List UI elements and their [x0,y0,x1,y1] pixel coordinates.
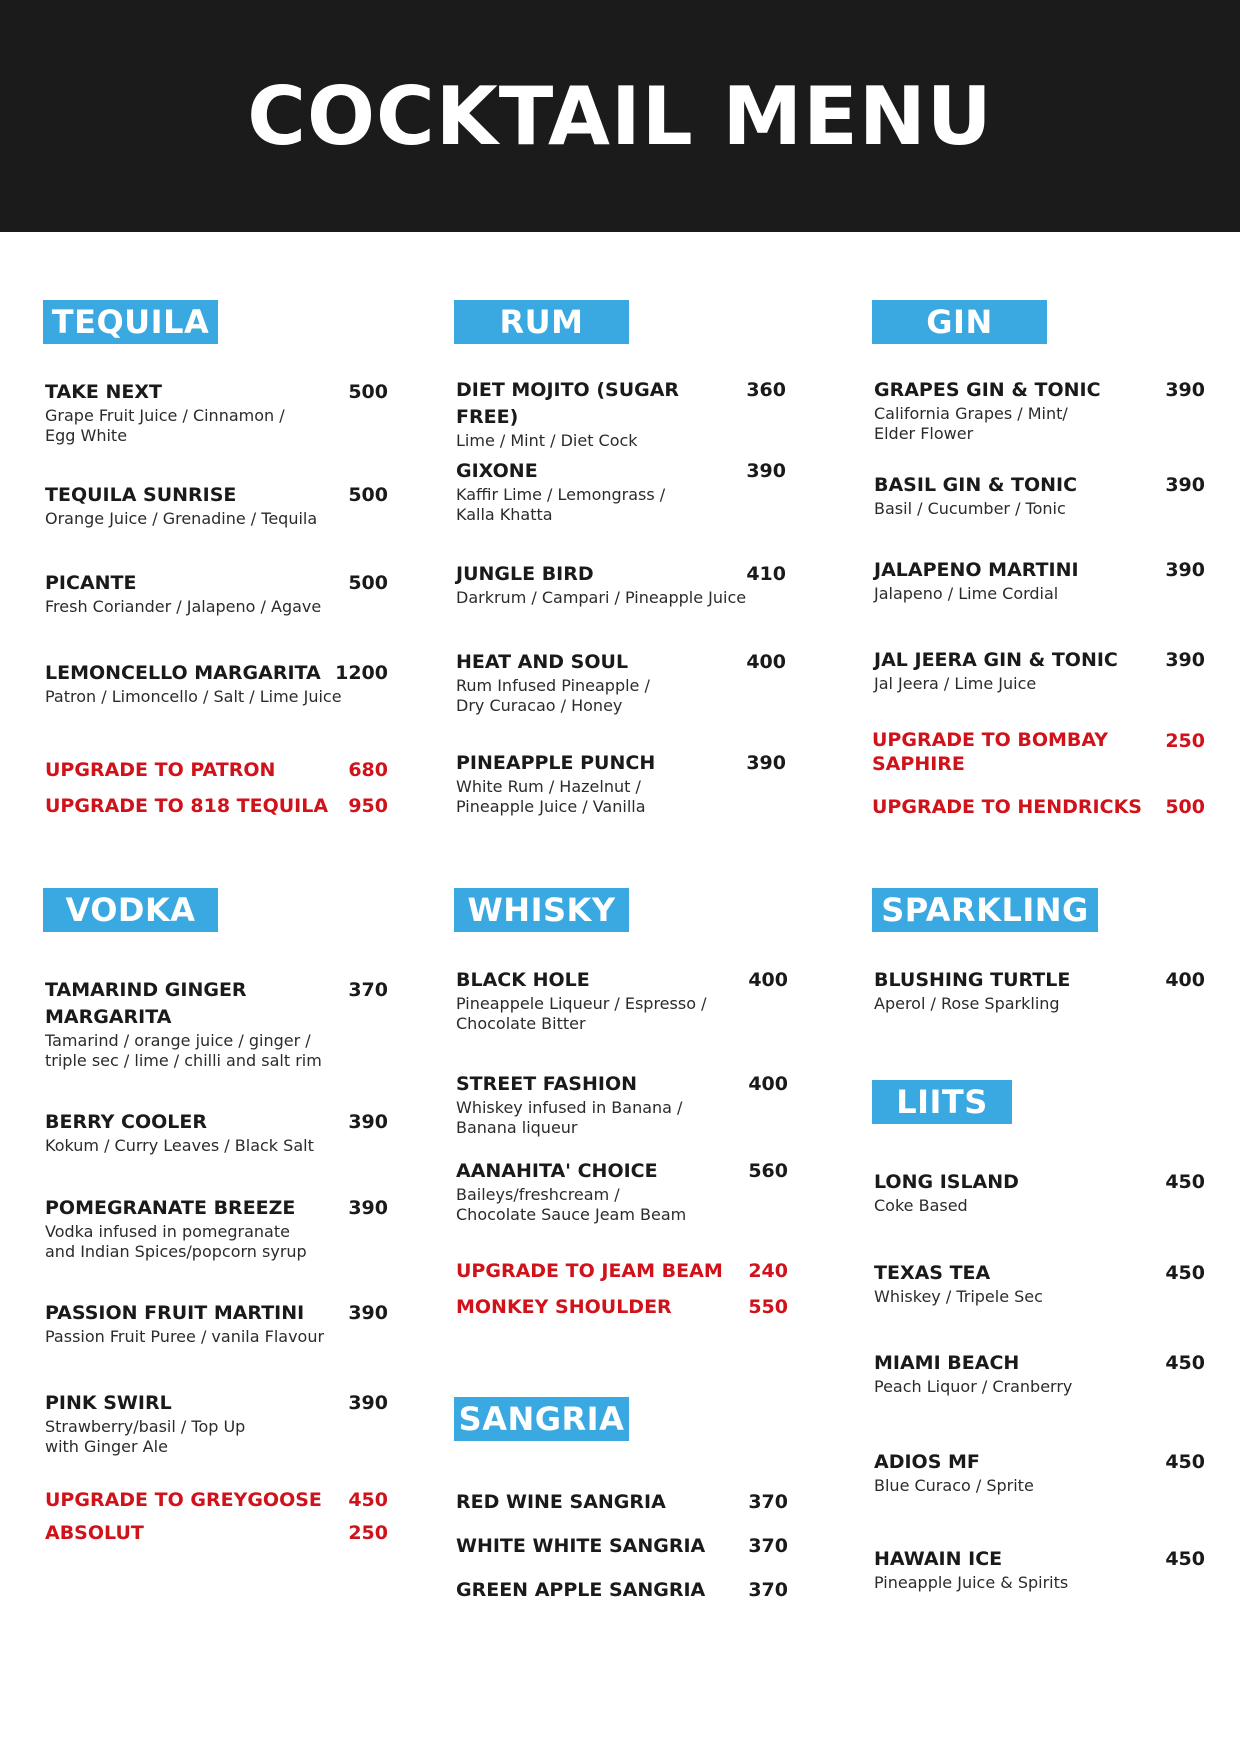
section-whisky [454,888,788,1328]
item-description: Orange Juice / Grenadine / Tequila [45,509,318,528]
section-gin [872,300,1205,830]
menu-item [45,1109,388,1156]
item-name: RED WINE SANGRIA [456,1491,666,1513]
item-price: 370 [748,1579,788,1601]
item-price: 390 [1165,379,1205,401]
item-description: Fresh Coriander / Jalapeno / Agave [45,597,322,616]
upgrade-item [45,757,388,784]
menu-item [874,647,1205,694]
item-price: 450 [1165,1262,1205,1284]
menu-item [45,482,388,529]
menu-item [45,660,388,707]
menu-item [456,1158,788,1225]
item-price: 390 [1165,559,1205,581]
item-name: TAKE NEXT [45,381,162,403]
item-name: STREET FASHION [456,1073,638,1095]
section-label-gin: GIN [872,300,1047,344]
upgrade-name: UPGRADE TO JEAM BEAM [456,1260,723,1282]
menu-item [456,1577,788,1604]
item-price: 450 [1165,1171,1205,1193]
menu-header [0,0,1240,232]
item-name: DIET MOJITO (SUGAR FREE) [456,379,680,428]
upgrade-item [45,1520,388,1547]
upgrade-item [45,1487,388,1514]
item-name: JUNGLE BIRD [456,563,594,585]
item-price: 390 [348,1302,388,1324]
item-name: JAL JEERA GIN & TONIC [874,649,1118,671]
item-name: HEAT AND SOUL [456,651,629,673]
item-name: TEXAS TEA [874,1262,991,1284]
menu-item [874,472,1205,519]
menu-item [456,750,786,817]
item-name: PASSION FRUIT MARTINI [45,1302,305,1324]
upgrade-price: 500 [1165,796,1205,818]
upgrade-price: 240 [748,1260,788,1282]
section-sparkling [872,888,1205,1018]
item-price: 450 [1165,1548,1205,1570]
item-description: Passion Fruit Puree / vanila Flavour [45,1327,325,1346]
item-description: White Rum / Hazelnut / Pineapple Juice / Vanilla [456,777,646,816]
menu-item [874,1449,1205,1496]
item-description: California Grapes / Mint/ Elder Flower [874,404,1068,443]
item-name: GIXONE [456,460,538,482]
item-name: BERRY COOLER [45,1111,208,1133]
item-description: Baileys/freshcream / Chocolate Sauce Jeam Beam [456,1185,687,1224]
menu-item [456,458,786,525]
item-price: 560 [748,1160,788,1182]
item-name: PICANTE [45,572,137,594]
section-rum [454,300,786,820]
item-description: Whiskey infused in Banana / Banana liqueur [456,1098,683,1137]
item-description: Patron / Limoncello / Salt / Lime Juice [45,687,342,706]
upgrade-item [872,728,1205,776]
upgrade-item [45,793,388,820]
item-price: 390 [348,1392,388,1414]
item-name: BASIL GIN & TONIC [874,474,1078,496]
item-description: Darkrum / Campari / Pineapple Juice [456,588,747,607]
item-price: 400 [748,1073,788,1095]
item-description: Jal Jeera / Lime Juice [874,674,1037,693]
menu-item [45,570,388,617]
item-name: JALAPENO MARTINI [874,559,1079,581]
item-name: GREEN APPLE SANGRIA [456,1579,706,1601]
item-description: Kaffir Lime / Lemongrass / Kalla Khatta [456,485,666,524]
upgrade-name: UPGRADE TO PATRON [45,759,276,781]
menu-item [45,1300,388,1347]
item-price: 370 [748,1491,788,1513]
menu-item [874,967,1205,1014]
menu-item [874,1350,1205,1397]
item-name: HAWAIN ICE [874,1548,1003,1570]
item-description: Pineappele Liqueur / Espresso / Chocolate Bitter [456,994,707,1033]
item-name: ADIOS MF [874,1451,980,1473]
menu-item [45,379,388,446]
upgrade-name: UPGRADE TO GREYGOOSE [45,1489,322,1511]
upgrade-price: 550 [748,1296,788,1318]
upgrade-item [872,794,1205,821]
item-price: 390 [348,1111,388,1133]
section-label-vodka: VODKA [43,888,218,932]
section-label-sangria: SANGRIA [454,1397,629,1441]
item-price: 390 [746,752,786,774]
item-price: 370 [348,979,388,1001]
item-description: Rum Infused Pineapple / Dry Curacao / Honey [456,676,650,715]
item-name: LONG ISLAND [874,1171,1019,1193]
menu-item [456,1071,788,1138]
menu-item [874,1169,1205,1216]
section-label-liits: LIITS [872,1080,1012,1124]
item-price: 390 [1165,474,1205,496]
section-label-whisky: WHISKY [454,888,629,932]
section-liits [872,1080,1205,1600]
item-description: Lime / Mint / Diet Cock [456,431,638,450]
item-description: Basil / Cucumber / Tonic [874,499,1066,518]
menu-item [456,967,788,1034]
item-description: Aperol / Rose Sparkling [874,994,1060,1013]
item-description: Kokum / Curry Leaves / Black Salt [45,1136,314,1155]
menu-item [45,1390,388,1457]
item-name: LEMONCELLO MARGARITA [45,662,321,684]
item-description: Tamarind / orange juice / ginger / triple sec / lime / chilli and salt rim [45,1031,322,1070]
upgrade-price: 250 [1165,730,1205,752]
item-description: Pineapple Juice & Spirits [874,1573,1069,1592]
menu-item [456,1489,788,1516]
item-name: POMEGRANATE BREEZE [45,1197,296,1219]
item-price: 500 [348,572,388,594]
item-price: 450 [1165,1352,1205,1374]
item-price: 410 [746,563,786,585]
item-price: 1200 [335,662,388,684]
item-description: Grape Fruit Juice / Cinnamon / Egg White [45,406,285,445]
item-price: 370 [748,1535,788,1557]
item-price: 400 [746,651,786,673]
item-description: Strawberry/basil / Top Up with Ginger Ale [45,1417,246,1456]
menu-item [874,557,1205,604]
upgrade-price: 680 [348,759,388,781]
section-label-sparkling: SPARKLING [872,888,1098,932]
item-name: AANAHITA' CHOICE [456,1160,658,1182]
item-name: PINEAPPLE PUNCH [456,752,656,774]
item-price: 360 [746,379,786,401]
menu-item [45,1195,388,1262]
upgrade-name: ABSOLUT [45,1522,144,1544]
item-description: Jalapeno / Lime Cordial [874,584,1059,603]
upgrade-name: UPGRADE TO 818 TEQUILA [45,795,329,817]
section-label-rum: RUM [454,300,629,344]
section-label-tequila: TEQUILA [43,300,218,344]
item-price: 500 [348,484,388,506]
item-price: 400 [748,969,788,991]
upgrade-item [456,1294,788,1321]
item-name: GRAPES GIN & TONIC [874,379,1101,401]
item-name: WHITE WHITE SANGRIA [456,1535,706,1557]
upgrade-name: MONKEY SHOULDER [456,1296,672,1318]
item-price: 390 [746,460,786,482]
item-price: 500 [348,381,388,403]
item-description: Coke Based [874,1196,968,1215]
item-description: Peach Liquor / Cranberry [874,1377,1073,1396]
menu-item [874,377,1205,444]
item-name: TAMARIND GINGER MARGARITA [45,979,247,1028]
upgrade-name: UPGRADE TO HENDRICKS [872,796,1142,818]
section-sangria [454,1397,788,1617]
upgrade-name: UPGRADE TO BOMBAY SAPHIRE [872,729,1109,775]
item-price: 450 [1165,1451,1205,1473]
menu-item [456,377,786,451]
menu-item [874,1546,1205,1593]
item-description: Whiskey / Tripele Sec [874,1287,1043,1306]
item-description: Vodka infused in pomegranate and Indian Spices/popcorn syrup [45,1222,307,1261]
menu-item [456,1533,788,1560]
section-vodka [43,888,388,1558]
menu-item [45,977,388,1071]
page-title: COCKTAIL MENU [247,69,993,163]
item-price: 390 [1165,649,1205,671]
item-name: PINK SWIRL [45,1392,172,1414]
upgrade-price: 450 [348,1489,388,1511]
menu-item [874,1260,1205,1307]
menu-item [456,649,786,716]
item-name: BLUSHING TURTLE [874,969,1071,991]
upgrade-item [456,1258,788,1285]
item-name: BLACK HOLE [456,969,590,991]
upgrade-price: 250 [348,1522,388,1544]
item-price: 390 [348,1197,388,1219]
item-name: TEQUILA SUNRISE [45,484,237,506]
item-name: MIAMI BEACH [874,1352,1020,1374]
item-price: 400 [1165,969,1205,991]
section-tequila [43,300,388,830]
menu-item [456,561,786,608]
upgrade-price: 950 [348,795,388,817]
item-description: Blue Curaco / Sprite [874,1476,1034,1495]
